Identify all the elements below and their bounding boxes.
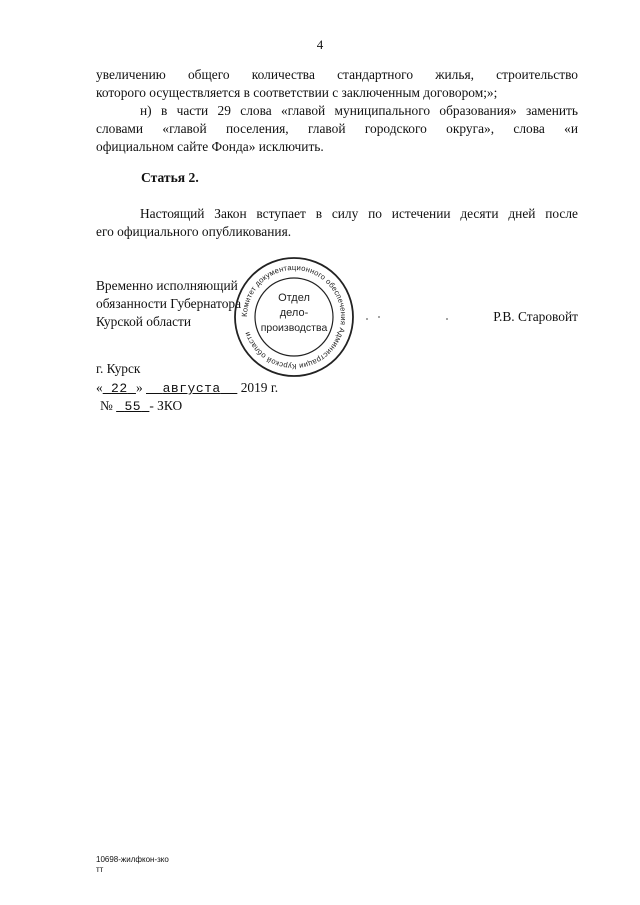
official-stamp <box>232 255 356 379</box>
signature-speck <box>446 318 448 320</box>
stamp-ring-text: Комитет документационного обеспечения Администрации Курской области <box>239 262 349 372</box>
signature-speck <box>378 316 380 318</box>
law-number-prefix: № <box>100 398 113 413</box>
stamp-seal-icon <box>232 255 356 379</box>
signatory-title-line: Временно исполняющий <box>96 278 238 293</box>
text-line: увеличению общего количества стандартного жилья, строительство <box>96 67 578 82</box>
date-year: 2019 г. <box>240 380 279 395</box>
footer-code: 10698-жилфкон-зко <box>96 855 169 864</box>
law-number-line <box>100 397 182 416</box>
date-close-quote: » <box>135 380 143 395</box>
signatory-title-line: обязанности Губернатора <box>96 296 242 311</box>
place-of-signing: г. Курск <box>96 361 141 376</box>
text-line: Настоящий Закон вступает в силу по истечении десяти дней после <box>140 206 578 221</box>
signatory-title <box>96 277 241 331</box>
text-line: словами «главой поселения, главой городского округа», слова «и <box>96 121 578 136</box>
paragraph-entry-into-force <box>96 205 578 241</box>
text-line: его официального опубликования. <box>96 224 292 239</box>
paragraph-amendment-n <box>96 102 578 156</box>
page-number: 4 <box>316 37 324 52</box>
date-day: 22 <box>111 381 128 396</box>
footer-initials: тт <box>96 865 104 874</box>
signatory-name: Р.В. Старовойт <box>493 309 578 324</box>
footer-reference <box>96 855 169 875</box>
text-line: которого осуществляется в соответствии с заключенным договором;»; <box>96 85 498 100</box>
text-line: н) в части 29 слова «главой муниципального образования» заменить <box>140 103 578 118</box>
signatory-title-line: Курской области <box>96 314 192 329</box>
stamp-center-line: дело- <box>279 307 309 319</box>
stamp-center-line: производства <box>260 322 328 334</box>
stamp-center-line: Отдел <box>278 292 310 304</box>
law-number-value: 55 <box>124 399 142 414</box>
date-open-quote: « <box>96 380 103 395</box>
article-heading: Статья 2. <box>141 170 199 185</box>
signature-speck <box>366 318 368 320</box>
text-line: официальном сайте Фонда» исключить. <box>96 139 324 154</box>
date-month: августа <box>162 381 221 396</box>
law-number-suffix: - ЗКО <box>149 398 183 413</box>
paragraph-continuation <box>96 66 578 102</box>
date-line <box>96 379 278 398</box>
